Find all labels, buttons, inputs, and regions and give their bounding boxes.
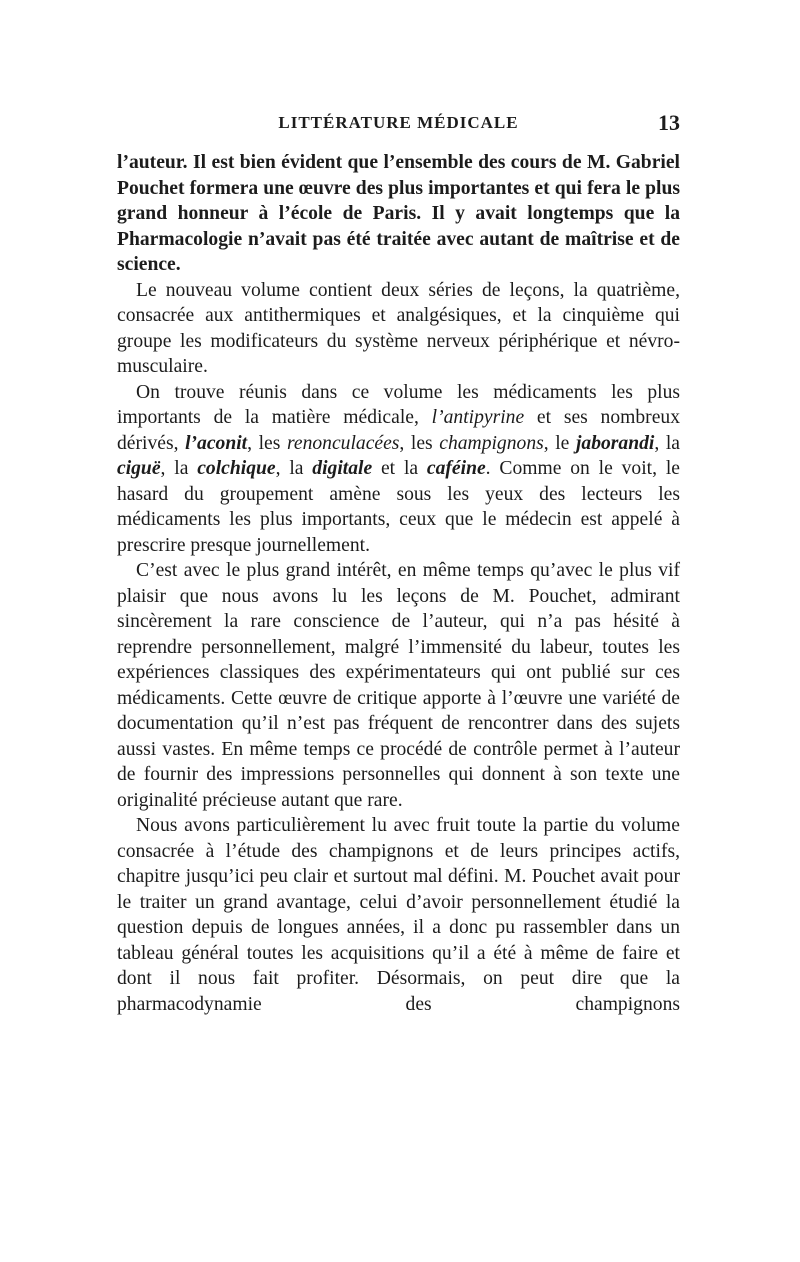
term-jaborandi: jaborandi [575, 432, 655, 454]
page-number: 13 [658, 110, 680, 135]
term-colchique: colchique [197, 458, 276, 479]
paragraph-3-text: et la [372, 458, 427, 479]
term-digitale: digitale [312, 458, 373, 479]
paragraph-3-text: , la [160, 458, 198, 479]
paragraph-5: Nous avons particulièrement lu avec fruit toute la partie du volume consacrée à l’étude des champignons et de leurs principes actifs, chapitre jusqu’ici peu clair et surtout mal défini. M. Pouchet avait pour le traiter un grand avantage, celui d’avoir personnellement étudié la question depuis de longues années, il a donc pu rassembler dans un tableau général toutes les acquisitions qu’il a été à même de faire et dont il nous fait profiter. Désormais, on peut dire que la pharmacodynamie des champignons [117, 815, 680, 1015]
paragraph-3-text: , la [275, 458, 313, 479]
term-cigue: ciguë [117, 458, 161, 479]
running-title: LITTÉRATURE MÉDICALE [278, 113, 519, 132]
page-header [117, 110, 680, 143]
paragraph-3-text: . Comme on le voit, le hasard du groupement amène sous les yeux des lecteurs les médicaments les plus importants, ceux que le médecin est appelé à prescrire presque journellement. [117, 458, 680, 556]
paragraph-2: Le nouveau volume contient deux séries de leçons, la quatrième, consacrée aux antithermiques et analgésiques, et la cinquième qui groupe les modificateurs du système nerveux périphérique et névro-musculaire. [117, 279, 680, 377]
paragraph-1: l’auteur. Il est bien évident que l’ensemble des cours de M. Gabriel Pouchet formera une œuvre des plus importantes et qui fera le plus grand honneur à l’école de Paris. Il y avait longtemps que la Pharmacologie n’avait pas été traitée avec autant de maîtrise et de science. [117, 152, 680, 275]
paragraph-3 [117, 380, 680, 559]
term-aconit: l’aconit [185, 432, 248, 454]
paragraph-4: C’est avec le plus grand intérêt, en même temps qu’avec le plus vif plaisir que nous avons lu les leçons de M. Pouchet, admirant sincèrement la rare conscience de l’auteur, qui n’a pas hésité à reprendre personnellement, malgré l’immensité du labeur, toutes les expériences classiques des expérimentateurs qui ont publié sur ces médicaments. Cette œuvre de critique apporte à l’œuvre une variété de documentation qu’il n’est pas fréquent de rencontrer dans des sujets aussi vastes. En même temps ce procédé de contrôle permet à l’auteur de fournir des impressions personnelles qui donnent à son texte une originalité précieuse autant que rare. [117, 560, 680, 811]
paragraph-3-text: et ses nombreux dérivés, [117, 407, 680, 454]
term-champignons: champignons [439, 432, 544, 454]
term-cafeine: caféine [426, 458, 486, 479]
paragraph-3-text: , les [247, 432, 287, 454]
paragraph-3-text: , la [654, 432, 680, 454]
paragraph-3-text: , le [543, 432, 576, 454]
body-text [117, 150, 680, 1017]
paragraph-3-text: , les [399, 432, 440, 454]
term-antipyrine: l’antipyrine [431, 407, 525, 428]
term-renonculacees: renonculacées [286, 432, 400, 454]
paragraph-3-text: On trouve réunis dans ce volume les médicaments les plus importants de la matière médicale, [117, 381, 680, 428]
